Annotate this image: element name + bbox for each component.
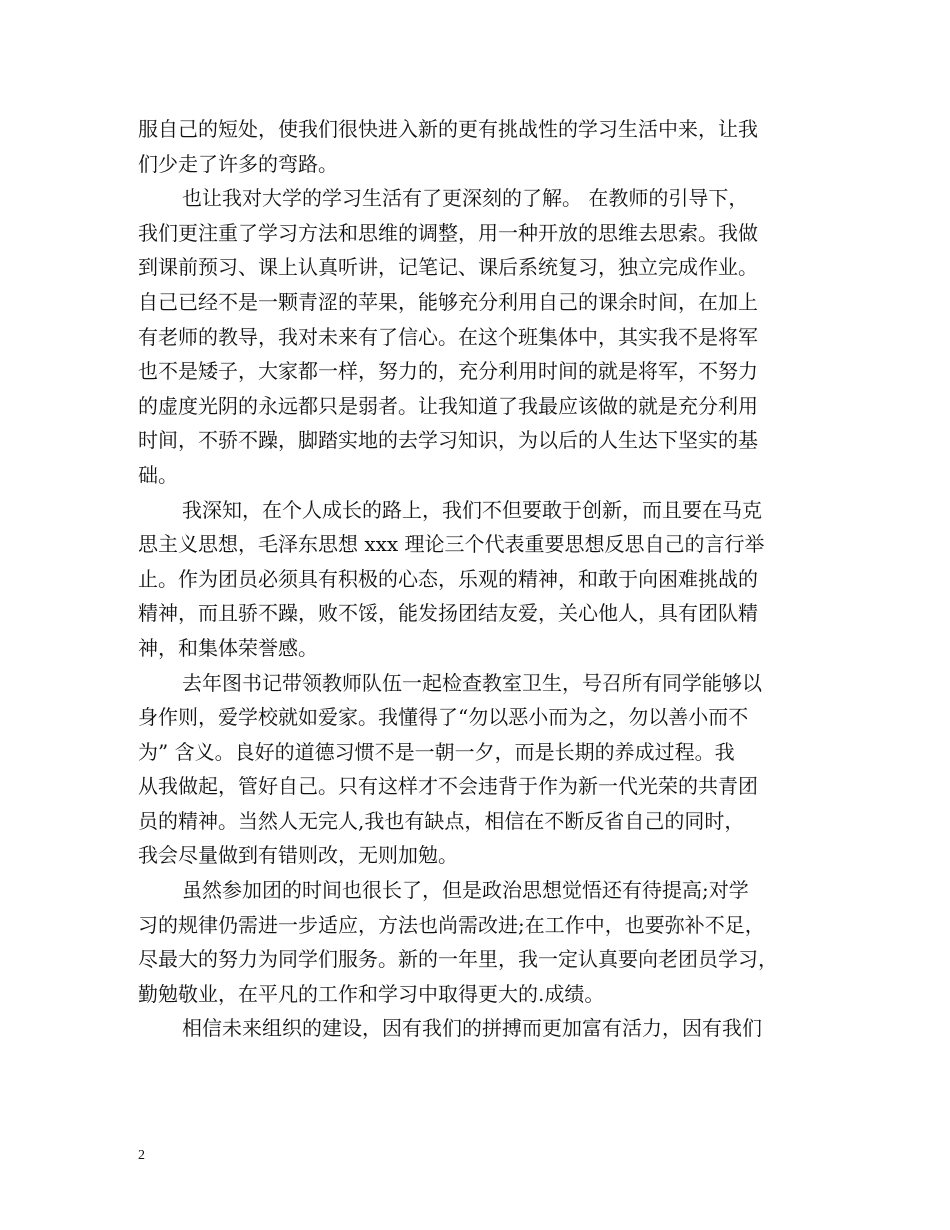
text-line: 习的规律仍需进一步适应，方法也尚需改进;在工作中，也要弥补不足，	[138, 912, 765, 937]
text-line: 勤勉敬业，在平凡的工作和学习中取得更大的.成绩。	[138, 981, 605, 1006]
text-line: 相信未来组织的建设，因有我们的拼搏而更加富有活力，因有我们	[182, 1016, 762, 1041]
text-line: 自己已经不是一颗青涩的苹果，能够充分利用自己的课余时间，在加上	[138, 289, 758, 314]
body-text	[138, 112, 838, 1046]
text-line: 精神，而且骄不躁，败不馁，能发扬团结友爱，关心他人，具有团队精	[138, 601, 758, 626]
text-line: 思主义思想，毛泽东思想 xxx 理论三个代表重要思想反思自己的言行举	[138, 532, 765, 557]
text-line: 我们更注重了学习方法和思维的调整，用一种开放的思维去思索。我做	[138, 220, 758, 245]
text-line: 也不是矮子，大家都一样，努力的，充分利用时间的就是将军，不努力	[138, 359, 758, 384]
text-line: 虽然参加团的时间也很长了，但是政治思想觉悟还有待提高;对学	[182, 878, 749, 903]
text-line: 到课前预习、课上认真听讲，记笔记、课后系统复习，独立完成作业。	[138, 255, 758, 280]
text-line: 的虚度光阴的永远都只是弱者。让我知道了我最应该做的就是充分利用	[138, 393, 758, 418]
text-line: 去年图书记带领教师队伍一起检查教室卫生，号召所有同学能够以	[182, 670, 762, 695]
text-line: 神，和集体荣誉感。	[138, 635, 318, 660]
text-line: 止。作为团员必须具有积极的心态，乐观的精神，和敢于向困难挑战的	[138, 566, 758, 591]
text-line: 也让我对大学的学习生活有了更深刻的了解。 在教师的引导下，	[182, 186, 749, 211]
text-line: 有老师的教导，我对未来有了信心。在这个班集体中，其实我不是将军	[138, 324, 758, 349]
text-line: 为” 含义。良好的道德习惯不是一朝一夕，而是长期的养成过程。我	[138, 739, 735, 764]
text-line: 身作则，爱学校就如爱家。我懂得了“勿以恶小而为之，勿以善小而不	[138, 705, 749, 730]
page-number: 2	[138, 1148, 145, 1163]
text-line: 服自己的短处，使我们很快进入新的更有挑战性的学习生活中来，让我	[138, 117, 758, 141]
text-line: 尽最大的努力为同学们服务。新的一年里，我一定认真要向老团员学习，	[138, 947, 778, 972]
text-line: 我深知，在个人成长的路上，我们不但要敢于创新，而且要在马克	[182, 497, 762, 522]
text-line: 从我做起，管好自己。只有这样才不会违背于作为新一代光荣的共青团	[138, 774, 758, 799]
text-line: 我会尽量做到有错则改，无则加勉。	[138, 843, 458, 868]
text-line: 础。	[138, 462, 178, 487]
text-line: 时间，不骄不躁，脚踏实地的去学习知识，为以后的人生达下坚实的基	[138, 428, 758, 453]
text-line: 员的精神。当然人无完人,我也有缺点，相信在不断反省自己的同时，	[138, 808, 745, 833]
text-line: 们少走了许多的弯路。	[138, 151, 338, 176]
